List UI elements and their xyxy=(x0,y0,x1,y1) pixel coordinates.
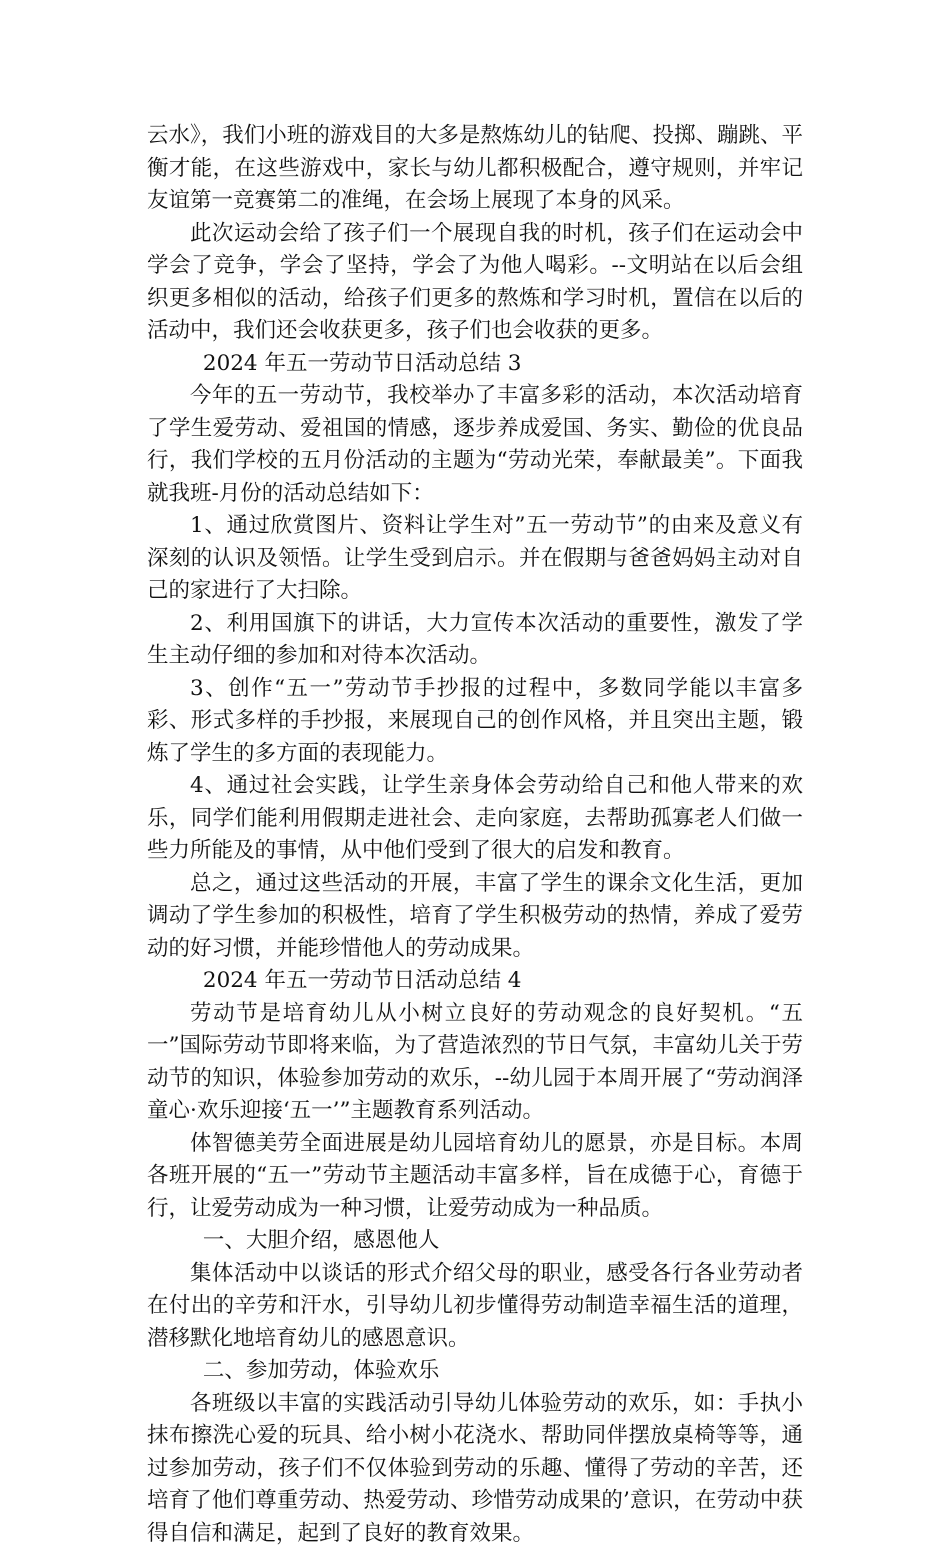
paragraph: 今年的五一劳动节，我校举办了丰富多彩的活动，本次活动培育了学生爱劳动、爱祖国的情感，逐步养成爱国、务实、勤俭的优良品行，我们学校的五月份活动的主题为“劳动光荣，奉献最美”。下面我就我班-月份的活动总结如下： xyxy=(147,380,803,510)
section-heading: 2024 年五一劳动节日活动总结 4 xyxy=(147,965,803,998)
paragraph: 劳动节是培育幼儿从小树立良好的劳动观念的良好契机。“五一”国际劳动节即将来临，为了营造浓烈的节日气氛，丰富幼儿关于劳动节的知识，体验参加劳动的欢乐，--幼儿园于本周开展了“劳动润泽童心·欢乐迎接‘五一’”主题教育系列活动。 xyxy=(147,998,803,1128)
paragraph: 各班级以丰富的实践活动引导幼儿体验劳动的欢乐，如：手执小抹布擦洗心爱的玩具、给小树小花浇水、帮助同伴摆放桌椅等等，通过参加劳动，孩子们不仅体验到劳动的乐趣、懂得了劳动的辛苦，还培育了他们尊重劳动、热爱劳动、珍惜劳动成果的’意识，在劳动中获得自信和满足，起到了良好的教育效果。 xyxy=(147,1388,803,1550)
list-item: 1、通过欣赏图片、资料让学生对”五一劳动节”的由来及意义有深刻的认识及领悟。让学生受到启示。并在假期与爸爸妈妈主动对自己的家进行了大扫除。 xyxy=(147,510,803,608)
paragraph: 体智德美劳全面进展是幼儿园培育幼儿的愿景，亦是目标。本周各班开展的“五一”劳动节主题活动丰富多样，旨在成德于心，育德于行，让爱劳动成为一种习惯，让爱劳动成为一种品质。 xyxy=(147,1128,803,1226)
document-body xyxy=(147,120,803,1550)
subsection-heading: 二、参加劳动，体验欢乐 xyxy=(147,1355,803,1388)
paragraph: 集体活动中以谈话的形式介绍父母的职业，感受各行各业劳动者在付出的辛劳和汗水，引导幼儿初步懂得劳动制造幸福生活的道理，潜移默化地培育幼儿的感恩意识。 xyxy=(147,1258,803,1356)
paragraph: 总之，通过这些活动的开展，丰富了学生的课余文化生活，更加调动了学生参加的积极性，培育了学生积极劳动的热情，养成了爱劳动的好习惯，并能珍惜他人的劳动成果。 xyxy=(147,868,803,966)
list-item: 2、利用国旗下的讲话，大力宣传本次活动的重要性，激发了学生主动仔细的参加和对待本次活动。 xyxy=(147,608,803,673)
subsection-heading: 一、大胆介绍，感恩他人 xyxy=(147,1225,803,1258)
paragraph: 此次运动会给了孩子们一个展现自我的时机，孩子们在运动会中学会了竞争，学会了坚持，学会了为他人喝彩。--文明站在以后会组织更多相似的活动，给孩子们更多的熬炼和学习时机，置信在以后的活动中，我们还会收获更多，孩子们也会收获的更多。 xyxy=(147,218,803,348)
list-item: 4、通过社会实践，让学生亲身体会劳动给自己和他人带来的欢乐，同学们能利用假期走进社会、走向家庭，去帮助孤寡老人们做一些力所能及的事情，从中他们受到了很大的启发和教育。 xyxy=(147,770,803,868)
paragraph: 云水》，我们小班的游戏目的大多是熬炼幼儿的钻爬、投掷、蹦跳、平衡才能，在这些游戏中，家长与幼儿都积极配合，遵守规则，并牢记友谊第一竞赛第二的准绳，在会场上展现了本身的风采。 xyxy=(147,120,803,218)
section-heading: 2024 年五一劳动节日活动总结 3 xyxy=(147,348,803,381)
list-item: 3、创作“五一”劳动节手抄报的过程中，多数同学能以丰富多彩、形式多样的手抄报，来展现自己的创作风格，并且突出主题，锻炼了学生的多方面的表现能力。 xyxy=(147,673,803,771)
